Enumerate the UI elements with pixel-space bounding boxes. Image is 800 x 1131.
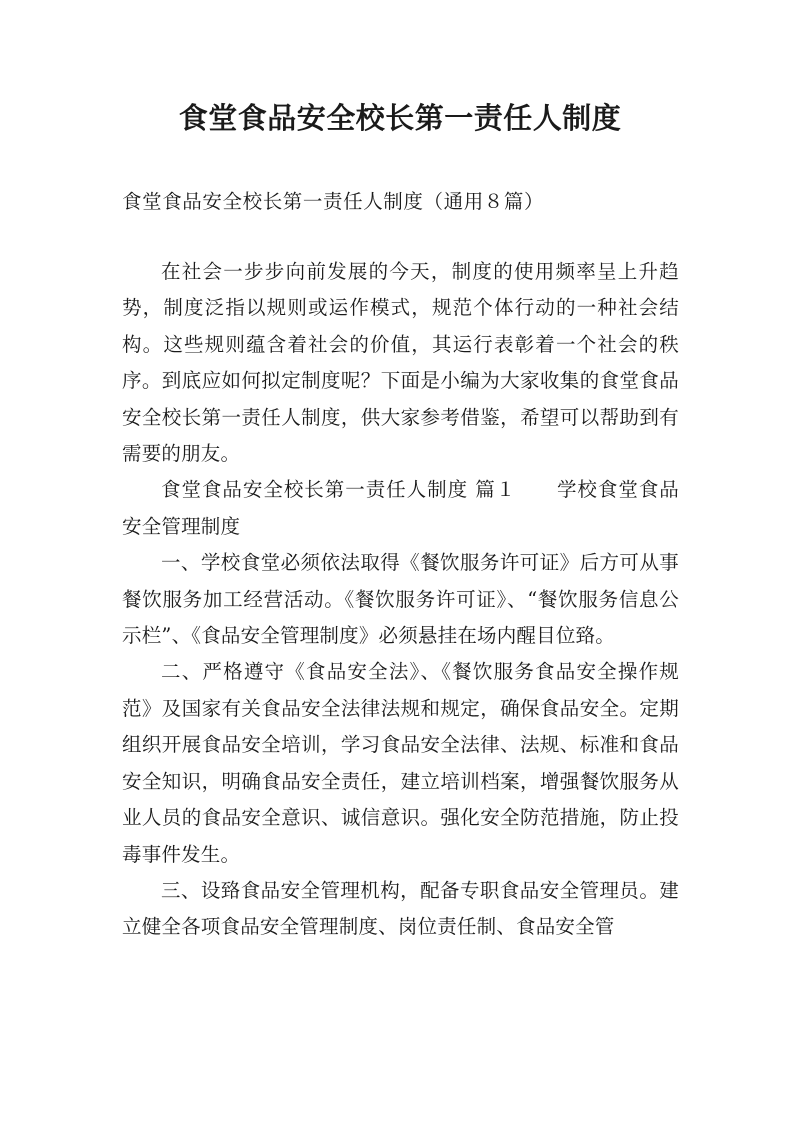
intro-paragraph: 在社会一步步向前发展的今天，制度的使用频率呈上升趋势，制度泛指以规则或运作模式，规范个体行动的一种社会结构。这些规则蕴含着社会的价值，其运行表彰着一个社会的秩序。到底应如何拟定制度呢？下面是小编为大家收集的食堂食品安全校长第一责任人制度，供大家参考借鉴，希望可以帮助到有需要的朋友。 bbox=[122, 260, 679, 466]
clause-paragraph-3: 三、设臵食品安全管理机构，配备专职食品安全管理员。建立健全各项食品安全管理制度、岗位责任制、食品安全管 bbox=[122, 878, 679, 939]
document-subtitle: 食堂食品安全校长第一责任人制度（通用８篇） bbox=[122, 190, 545, 213]
document-body bbox=[122, 254, 679, 946]
clause-paragraph-2: 二、严格遵守《食品安全法》、《餐饮服务食品安全操作规范》及国家有关食品安全法律法规和规定，确保食品安全。定期组织开展食品安全培训，学习食品安全法律、法规、标准和食品安全知识，明确食品安全责任，建立培训档案，增强餐饮服务从业人员的食品安全意识、诚信意识。强化安全防范措施，防止投毒事件发生。 bbox=[122, 660, 679, 866]
section-heading bbox=[122, 472, 679, 545]
document-title: 食堂食品安全校长第一责任人制度 bbox=[178, 101, 622, 135]
section-subheading: 学校食堂食品安全管理制度 bbox=[122, 478, 679, 538]
clause-paragraph-1: 一、学校食堂必须依法取得《餐饮服务许可证》后方可从事餐饮服务加工经营活动。《餐饮服务许可证》、“餐饮服务信息公示栏”、《食品安全管理制度》必须悬挂在场内醒目位臵。 bbox=[122, 551, 679, 648]
section-heading-title: 食堂食品安全校长第一责任人制度 篇１ bbox=[161, 478, 517, 502]
